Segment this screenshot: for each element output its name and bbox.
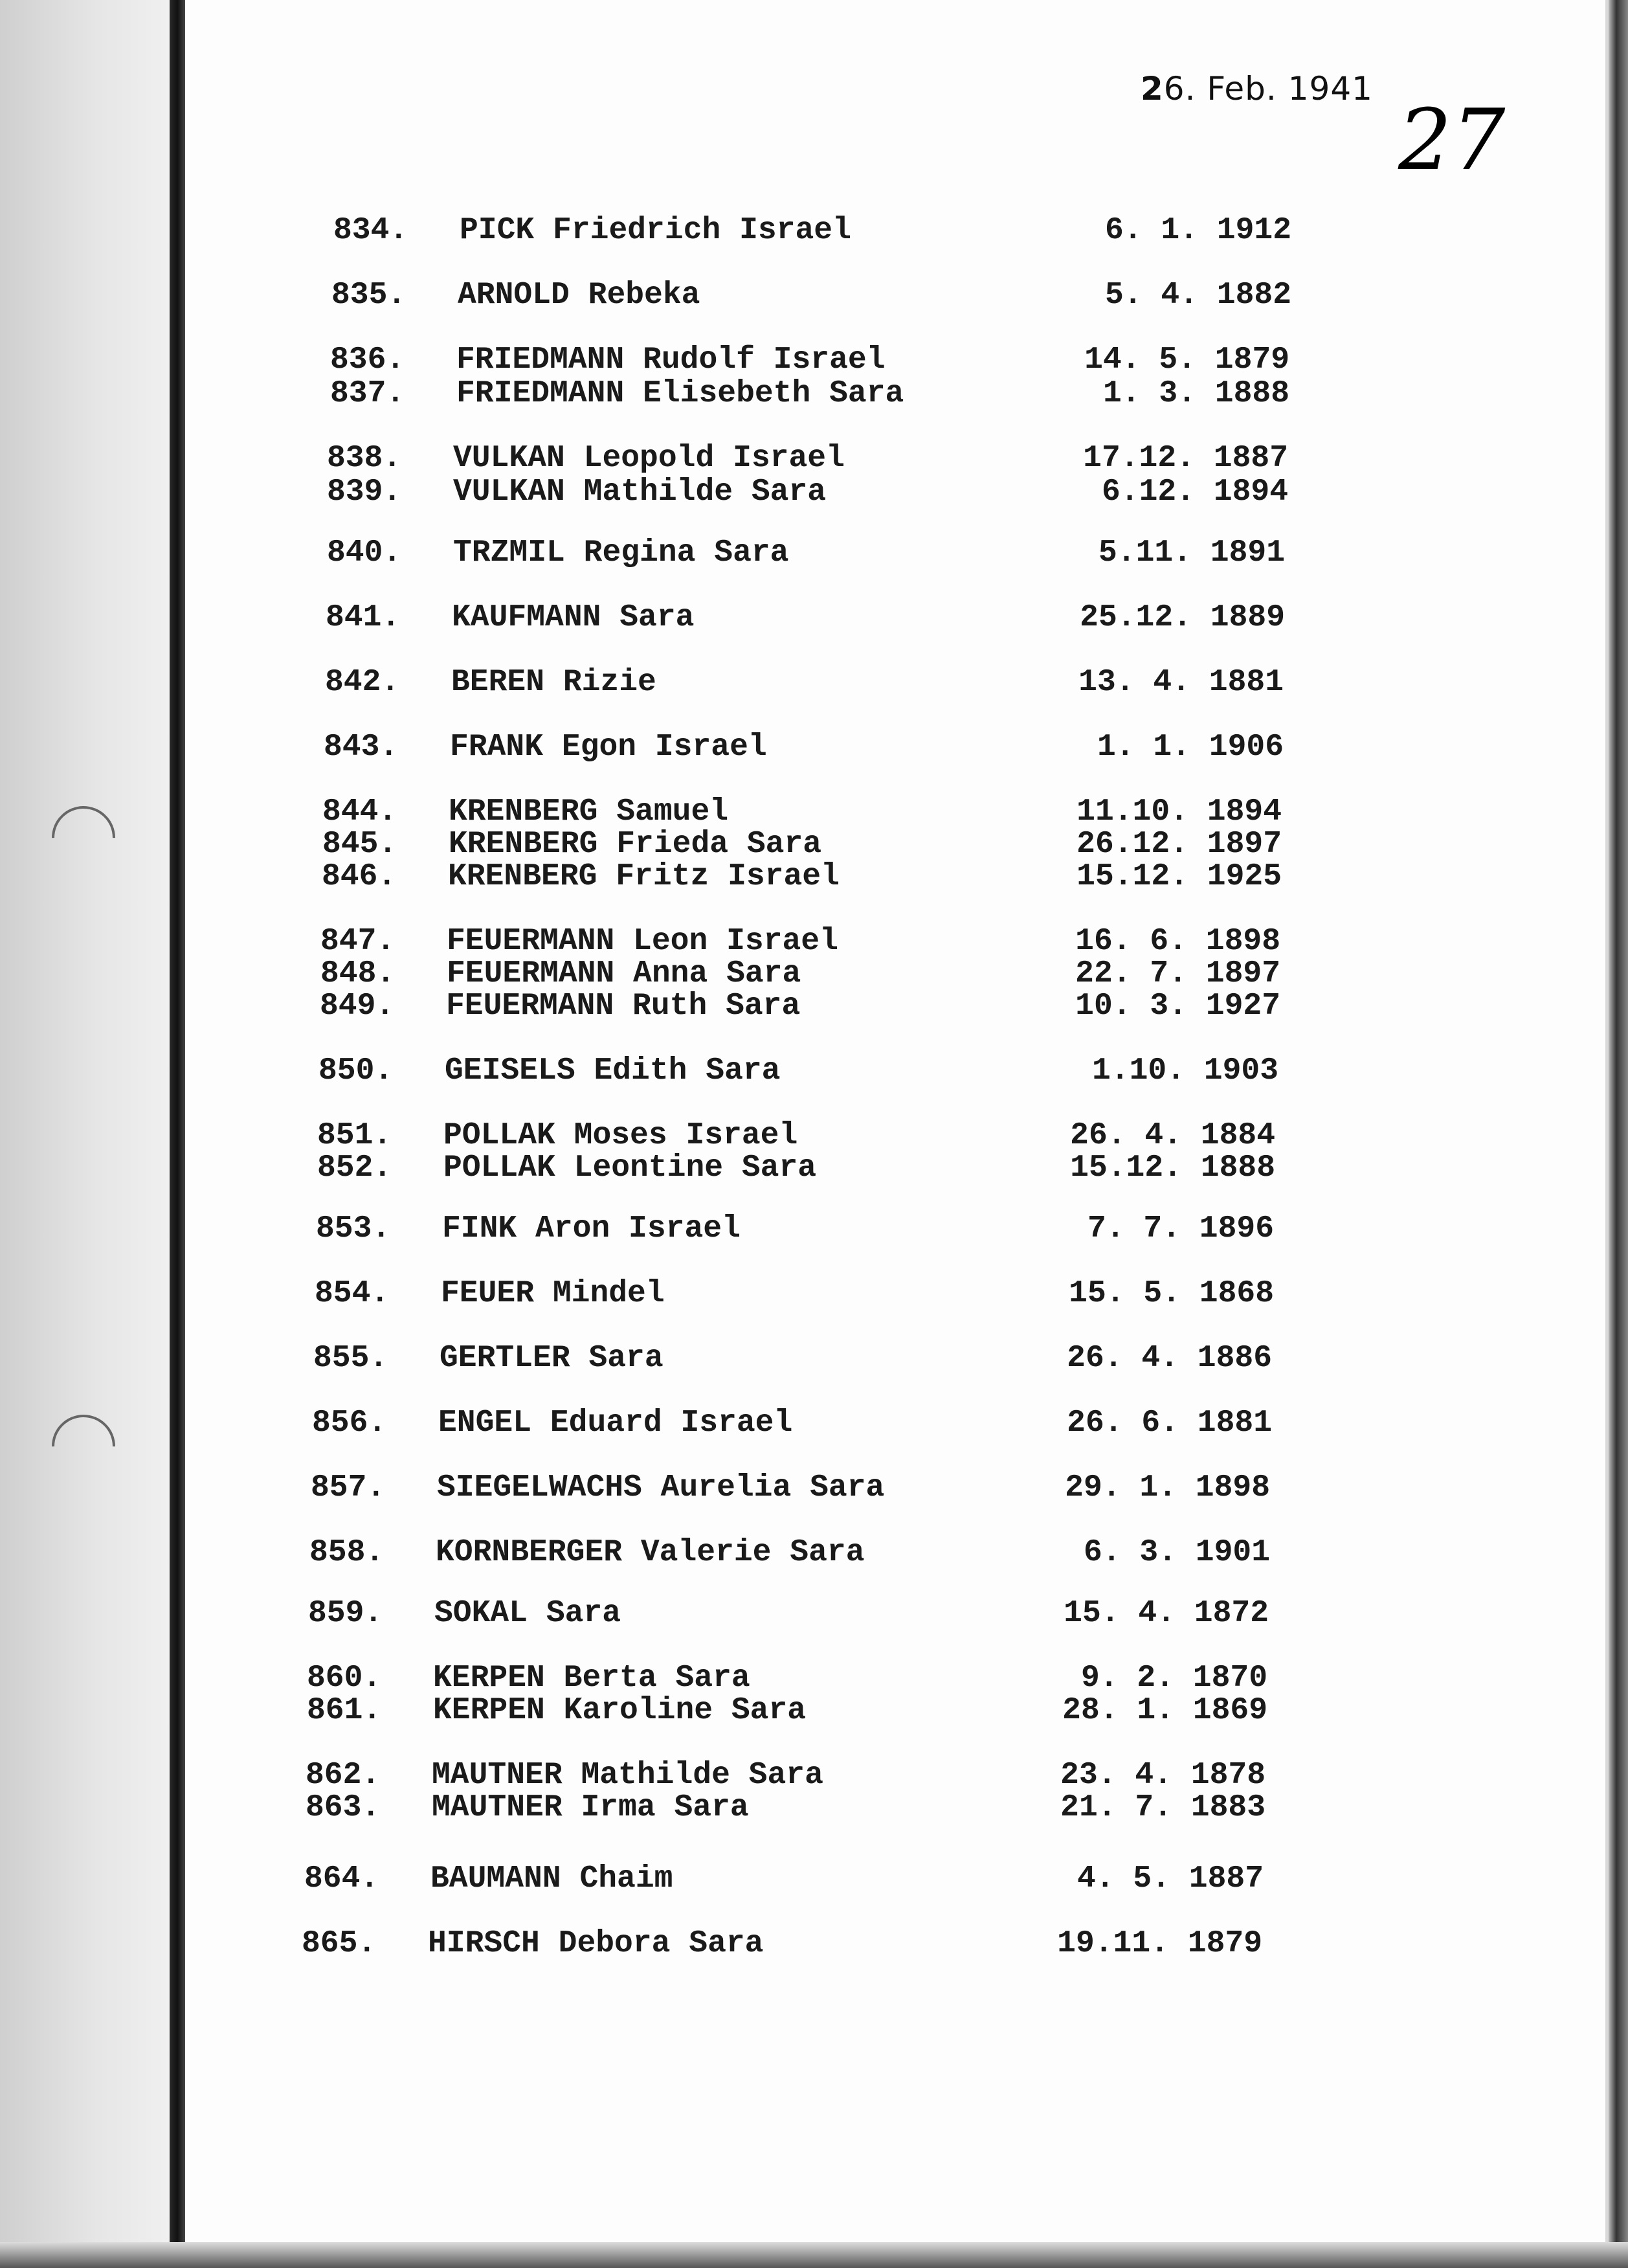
entry-name: FINK Aron Israel — [442, 1211, 741, 1246]
entry-name: POLLAK Leontine Sara — [443, 1151, 817, 1185]
entry-birth-date: 1. 3. 1888 — [1102, 376, 1289, 411]
entry-name: KRENBERG Fritz Israel — [448, 859, 840, 894]
entry-birth-date: 13. 4. 1881 — [1078, 665, 1284, 700]
entry-name: VULKAN Leopold Israel — [453, 441, 845, 476]
entry-name: FEUER Mindel — [441, 1276, 665, 1311]
page-bottom-edge — [0, 2242, 1628, 2268]
entry-number: 847. — [320, 924, 396, 959]
entry-birth-date: 5.11. 1891 — [1098, 535, 1285, 570]
entry-number: 863. — [306, 1790, 381, 1825]
entry-birth-date: 15. 4. 1872 — [1064, 1596, 1269, 1631]
entry-name: FRIEDMANN Elisebeth Sara — [456, 376, 904, 411]
entry-birth-date: 1. 1. 1906 — [1097, 730, 1284, 765]
entry-birth-date: 22. 7. 1897 — [1075, 956, 1280, 991]
entry-name: KERPEN Karoline Sara — [433, 1693, 807, 1728]
date-stamp-rest: 6. Feb. 1941 — [1163, 70, 1373, 107]
entry-name: FEUERMANN Ruth Sara — [446, 989, 801, 1024]
entry-number: 855. — [313, 1341, 388, 1376]
entry-number: 846. — [322, 859, 397, 894]
entry-name: KRENBERG Frieda Sara — [449, 827, 822, 862]
entry-birth-date: 11.10. 1894 — [1076, 794, 1282, 829]
entry-name: HIRSCH Debora Sara — [428, 1926, 764, 1961]
entry-birth-date: 15.12. 1888 — [1070, 1151, 1275, 1185]
entry-name: GEISELS Edith Sara — [445, 1053, 781, 1088]
entry-number: 852. — [317, 1151, 392, 1185]
entry-birth-date: 9. 2. 1870 — [1080, 1661, 1267, 1696]
entry-number: 864. — [304, 1861, 379, 1896]
entry-number: 859. — [308, 1596, 383, 1631]
entry-birth-date: 16. 6. 1898 — [1075, 924, 1280, 959]
entry-birth-date: 15. 5. 1868 — [1069, 1276, 1274, 1311]
entry-name: FEUERMANN Leon Israel — [447, 924, 838, 959]
entry-number: 834. — [333, 213, 408, 248]
entry-number: 861. — [307, 1693, 382, 1728]
entry-name: MAUTNER Mathilde Sara — [432, 1758, 823, 1793]
entry-number: 839. — [327, 475, 402, 510]
entry-number: 854. — [315, 1276, 390, 1311]
entry-birth-date: 26. 4. 1886 — [1067, 1341, 1272, 1376]
entry-birth-date: 25.12. 1889 — [1080, 600, 1285, 635]
entry-name: FRIEDMANN Rudolf Israel — [456, 342, 886, 377]
entry-name: BEREN Rizie — [451, 665, 656, 700]
entry-name: POLLAK Moses Israel — [443, 1118, 798, 1153]
entry-name: BAUMANN Chaim — [430, 1861, 673, 1896]
entry-birth-date: 6. 1. 1912 — [1104, 213, 1291, 248]
entry-name: FRANK Egon Israel — [450, 730, 767, 765]
entry-number: 837. — [330, 376, 405, 411]
entry-birth-date: 6.12. 1894 — [1101, 475, 1288, 510]
entry-name: KRENBERG Samuel — [449, 794, 729, 829]
entry-number: 842. — [325, 665, 400, 700]
entry-birth-date: 28. 1. 1869 — [1062, 1693, 1267, 1728]
entry-number: 841. — [326, 600, 401, 635]
entry-number: 840. — [327, 535, 402, 570]
entry-number: 844. — [322, 794, 397, 829]
entry-name: MAUTNER Irma Sara — [432, 1790, 749, 1825]
entry-birth-date: 26.12. 1897 — [1076, 827, 1282, 862]
entry-birth-date: 10. 3. 1927 — [1075, 989, 1280, 1024]
entry-name: SIEGELWACHS Aurelia Sara — [437, 1470, 885, 1505]
handwritten-page-number: 27 — [1398, 91, 1506, 189]
entry-name: KERPEN Berta Sara — [433, 1661, 750, 1696]
entry-birth-date: 14. 5. 1879 — [1084, 342, 1289, 377]
entry-birth-date: 6. 3. 1901 — [1083, 1535, 1270, 1570]
entry-birth-date: 15.12. 1925 — [1076, 859, 1282, 894]
entry-birth-date: 21. 7. 1883 — [1060, 1790, 1266, 1825]
entry-name: GERTLER Sara — [440, 1341, 663, 1376]
entry-birth-date: 26. 6. 1881 — [1067, 1406, 1272, 1441]
page-left-shadow — [0, 0, 194, 2268]
entry-name: ENGEL Eduard Israel — [438, 1406, 793, 1441]
binding-spine — [170, 0, 185, 2268]
entry-birth-date: 5. 4. 1882 — [1104, 278, 1291, 313]
page-right-edge — [1609, 0, 1628, 2268]
entry-number: 862. — [306, 1758, 381, 1793]
entry-number: 856. — [312, 1406, 387, 1441]
entry-number: 845. — [322, 827, 397, 862]
entry-name: KORNBERGER Valerie Sara — [436, 1535, 865, 1570]
entry-birth-date: 29. 1. 1898 — [1065, 1470, 1270, 1505]
entry-name: PICK Friedrich Israel — [460, 213, 851, 248]
entry-number: 865. — [302, 1926, 377, 1961]
entry-birth-date: 4. 5. 1887 — [1076, 1861, 1264, 1896]
entry-birth-date: 1.10. 1903 — [1091, 1053, 1278, 1088]
entry-birth-date: 23. 4. 1878 — [1060, 1758, 1266, 1793]
entry-name: VULKAN Mathilde Sara — [453, 475, 827, 510]
entry-name: FEUERMANN Anna Sara — [447, 956, 801, 991]
entry-birth-date: 7. 7. 1896 — [1087, 1211, 1274, 1246]
entry-number: 835. — [331, 278, 407, 313]
entry-number: 860. — [307, 1661, 382, 1696]
entry-number: 851. — [317, 1118, 392, 1153]
entry-name: SOKAL Sara — [434, 1596, 621, 1631]
entry-number: 857. — [311, 1470, 386, 1505]
entry-birth-date: 17.12. 1887 — [1083, 441, 1288, 476]
entry-number: 849. — [320, 989, 395, 1024]
entry-number: 853. — [316, 1211, 391, 1246]
entry-birth-date: 19.11. 1879 — [1057, 1926, 1262, 1961]
entry-number: 850. — [318, 1053, 394, 1088]
entry-name: TRZMIL Regina Sara — [453, 535, 789, 570]
entry-number: 843. — [324, 730, 399, 765]
entry-number: 848. — [320, 956, 396, 991]
entry-number: 858. — [309, 1535, 385, 1570]
date-stamp-lead: 2 — [1141, 70, 1164, 107]
entry-number: 836. — [330, 342, 405, 377]
document-page — [181, 0, 1605, 2268]
entry-name: ARNOLD Rebeka — [458, 278, 700, 313]
entry-name: KAUFMANN Sara — [452, 600, 695, 635]
entry-birth-date: 26. 4. 1884 — [1070, 1118, 1275, 1153]
entry-number: 838. — [327, 441, 402, 476]
date-stamp — [1141, 70, 1373, 107]
